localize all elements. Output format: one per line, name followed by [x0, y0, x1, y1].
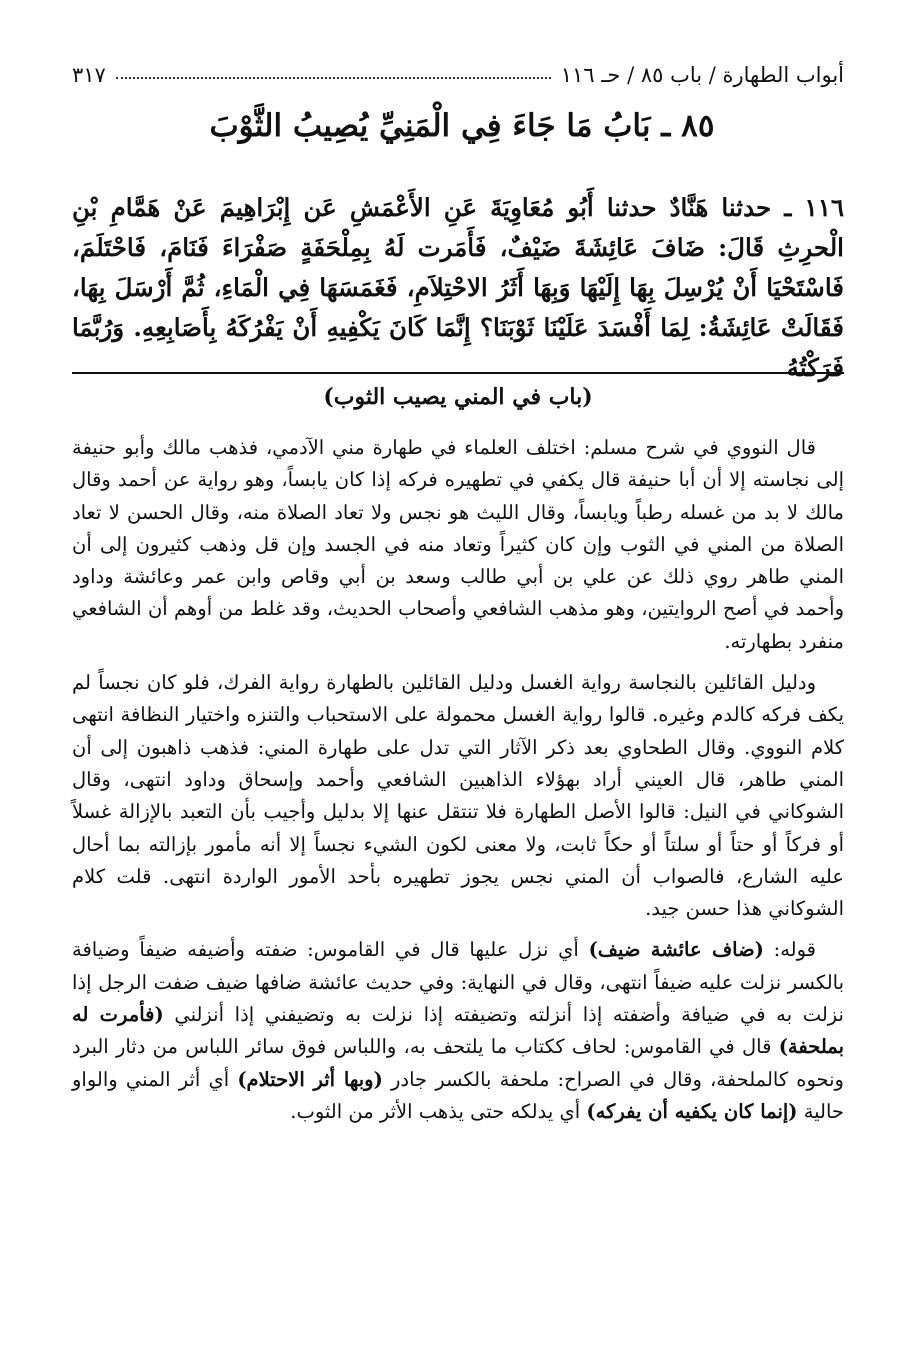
- section-divider: [72, 372, 844, 374]
- text-segment: أي يدلكه حتى يذهب الأثر من الثوب.: [290, 1099, 587, 1123]
- text-segment: أي نزل عليها قال في القاموس: ضفته وأضيفه ضيفاً وضيافة بالكسر نزلت عليه ضيفاً انتهى، وقال في النهاية: وفي حديث عائشة ضافها ضيف ضفت الرجل إذا نزلت به في ضيافة وأضفته إذا أنزلته وتضيفته إذا نزلت به وتضيفني إذا أنزلني: [72, 938, 844, 1027]
- quoted-phrase: (وبها أثر الاحتلام): [237, 1067, 383, 1091]
- page-number: ٣١٧: [72, 63, 106, 87]
- quoted-phrase: (فأمرت له بملحفة): [72, 1003, 844, 1059]
- running-title: أبواب الطهارة / باب ٨٥ / حـ ١١٦: [560, 63, 844, 87]
- text-segment: قوله:: [763, 938, 816, 962]
- text-segment: أي أثر المني والواو حالية: [72, 1067, 844, 1123]
- running-head: [72, 58, 844, 92]
- commentary-paragraph-3: [72, 934, 844, 1128]
- quoted-phrase: (إنما كان يكفيه أن يفركه): [586, 1099, 798, 1123]
- quoted-phrase: (ضاف عائشة ضيف): [588, 938, 764, 962]
- commentary-body: [72, 432, 844, 1137]
- hadith-number: ١١٦ ـ: [784, 193, 845, 222]
- hadith-text-block: [72, 188, 844, 388]
- text-segment: قال في القاموس: لحاف ككتاب ما يلتحف به، واللباس فوق سائر اللباس من دثار البرد ونحوه كالملحفة، وقال في الصراح: ملحفة بالكسر جادر: [72, 1035, 844, 1091]
- commentary-paragraph-1: قال النووي في شرح مسلم: اختلف العلماء في طهارة مني الآدمي، فذهب مالك وأبو حنيفة إلى نجاسته إلا أن أبا حنيفة قال يكفي في تطهيره فركه إذا كان يابساً، وهو رواية عن أحمد وقال مالك لا بد من غسله رطباً ويابساً، وقال الليث هو نجس ولا تعاد الصلاة منه، وقال الحسن لا تعاد الصلاة من المني في الثوب وإن كان كثيراً وتعاد منه في الجسد وإن قل وذهب كثيرون إلى أن المني طاهر روي ذلك عن علي بن أبي طالب وسعد بن أبي وقاص وابن عمر وعائشة وداود وأحمد في أصح الروايتين، وهو مذهب الشافعي وأصحاب الحديث، وقد غلط من أوهم أن الشافعي منفرد بطهارته.: [72, 436, 844, 653]
- commentary-title: (باب في المني يصيب الثوب): [323, 384, 593, 410]
- commentary-paragraph-2: ودليل القائلين بالنجاسة رواية الغسل ودليل القائلين بالطهارة رواية الفرك، فلو كان نجساً لم يكف فركه كالدم وغيره. قالوا رواية الغسل محمولة على الاستحباب والتنزه واختيار النظافة انتهى كلام النووي. وقال الطحاوي بعد ذكر الآثار التي تدل على طهارة المني: فذهب ذاهبون إلى أن المني طاهر، قال العيني أراد بهؤلاء الذاهبين الشافعي وأحمد وإسحاق وداود انتهى، وقال الشوكاني في النيل: قالوا الأصل الطهارة فلا تنتقل عنها إلا بدليل وأجيب بأن التعبد بالإزالة غسلاً أو فركاً أو حتاً أو سلتاً أو حكاً ثابت، ولا معنى لكون الشيء نجساً إلا أنه مأمور بإزالته بما أحال عليه الشارع، فالصواب أن المني نجس يجوز تطهيره بأحد الأمور الواردة انتهى. قلت كلام الشوكاني هذا حسن جيد.: [72, 671, 844, 921]
- dotted-leader: [116, 77, 551, 79]
- chapter-title: ٨٥ ـ بَابُ مَا جَاءَ فِي الْمَنِيِّ يُصِيبُ الثَّوْبَ: [209, 108, 715, 144]
- hadith-text: حدثنا هَنَّادٌ حدثنا أَبُو مُعَاوِيَةَ عَنِ الأَعْمَشِ عَن إِبْرَاهِيمَ عَنْ هَمَّامِ بْنِ الْحرِثِ قَالَ: ضَافَ عَائِشَةَ ضَيْفٌ، فَأَمَرت لَهُ بِمِلْحَفَةٍ صَفْرَاءَ فَنَامَ، فَاحْتَلَمَ، فَاسْتَحْيَا أَنْ يُرْسِلَ بِهَا إِلَيْهَا وَبِهَا أَثَرُ الاحْتِلاَمِ، فَغَمَسَهَا فِي الْمَاءِ، ثُمَّ أَرْسَلَ بِهَا، فَقَالَتْ عَائِشَةُ: لِمَا أَفْسَدَ عَلَيْنَا ثَوْبَنَا؟ إِنَّمَا كَانَ يَكْفِيهِ أَنْ يَفْرُكَهُ بِأَصَابِعِهِ. وَرُبَّمَا فَرَكْتُهُ: [72, 193, 844, 382]
